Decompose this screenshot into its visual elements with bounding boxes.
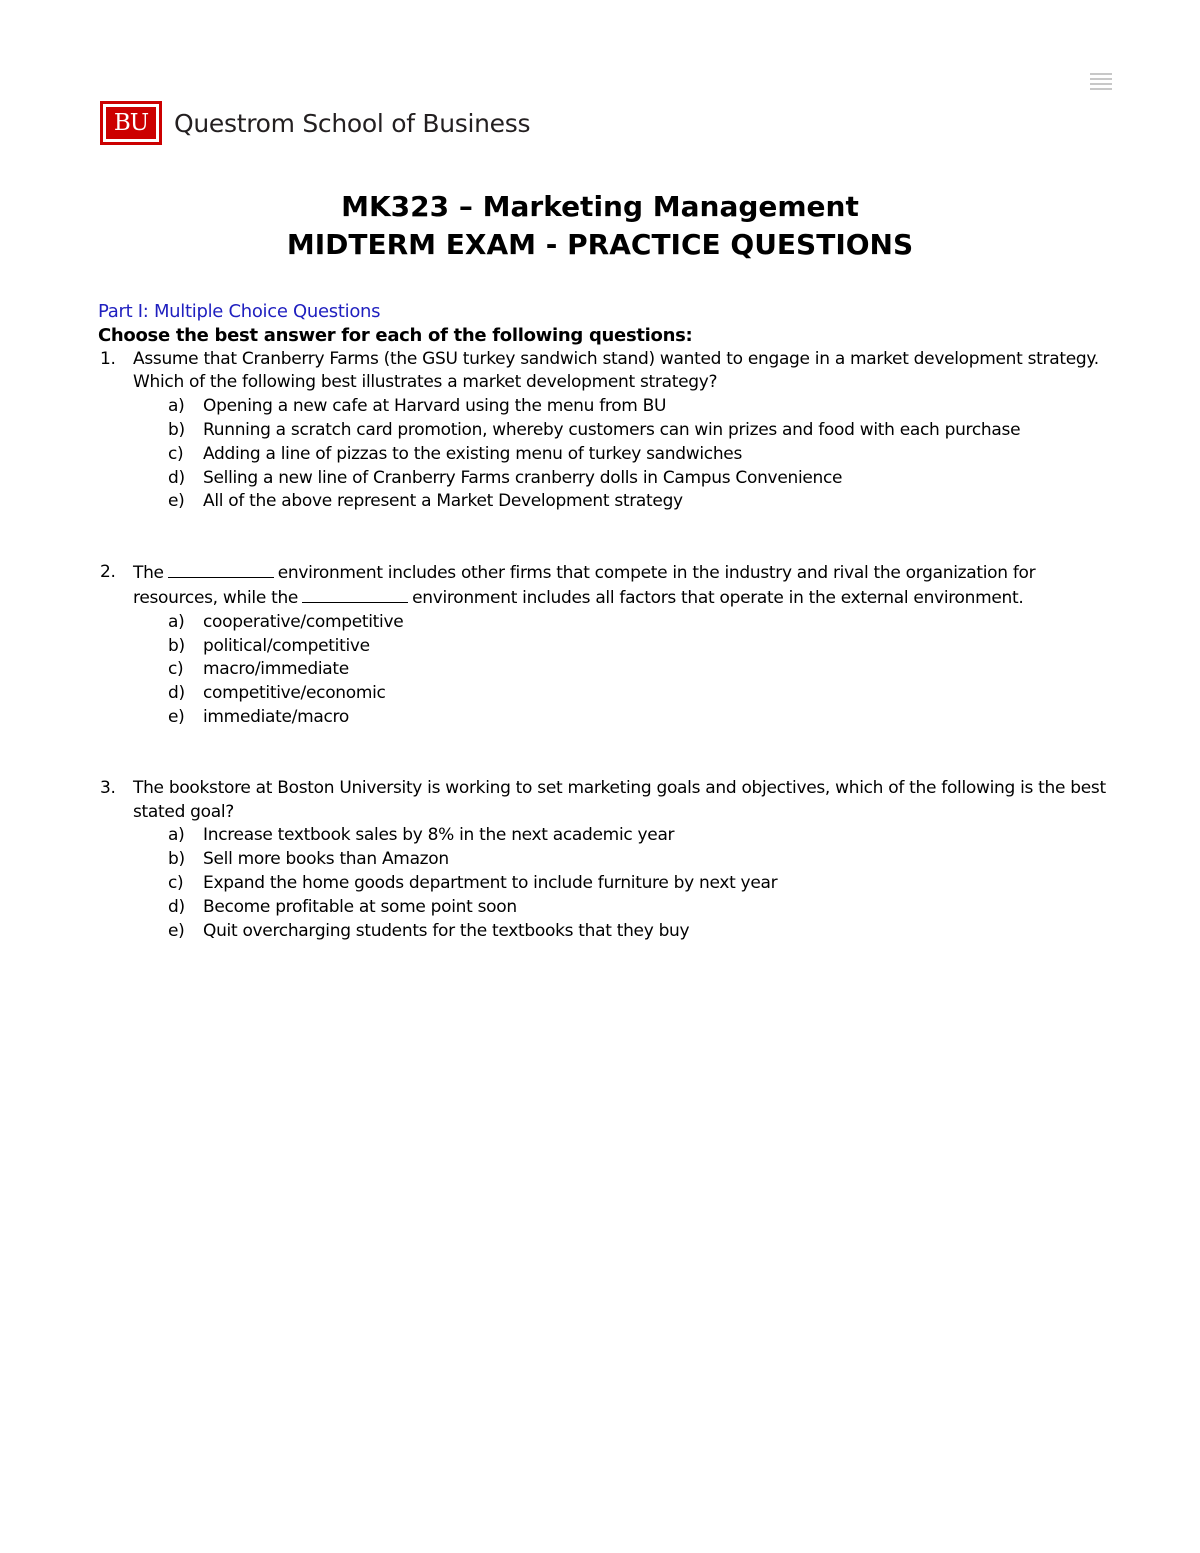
option — [98, 635, 1108, 659]
exam-title: MIDTERM EXAM - PRACTICE QUESTIONS — [286, 228, 914, 261]
exam-content — [98, 300, 1108, 943]
option-letter: e) — [168, 920, 185, 941]
question-2 — [98, 561, 1108, 611]
question-number: 1. — [100, 348, 116, 369]
option — [98, 443, 1108, 467]
question-number: 2. — [100, 562, 116, 583]
spacer — [98, 730, 1108, 777]
exam-title-block — [0, 188, 1200, 264]
option-letter: a) — [168, 396, 185, 417]
option-letter: c) — [168, 872, 184, 893]
option — [98, 824, 1108, 848]
option — [98, 848, 1108, 872]
option-letter: d) — [168, 896, 185, 917]
bu-questrom-logo — [100, 100, 530, 146]
option — [98, 419, 1108, 443]
question-text: The environment includes other firms that compete in the industry and rival the organization for resources, while the environment includes all factors that operate in the external environment. — [133, 563, 1036, 608]
option-text: Selling a new line of Cranberry Farms cranberry dolls in Campus Convenience — [203, 467, 843, 488]
option-letter: b) — [168, 419, 185, 440]
option-text: competitive/economic — [203, 683, 386, 704]
question-text: The bookstore at Boston University is working to set marketing goals and objectives, which of the following is the best stated goal? — [133, 777, 1106, 822]
option — [98, 490, 1108, 514]
option — [98, 682, 1108, 706]
option-text: macro/immediate — [203, 659, 349, 680]
option-letter: b) — [168, 635, 185, 656]
option-text: Adding a line of pizzas to the existing menu of turkey sandwiches — [203, 443, 743, 464]
option — [98, 896, 1108, 920]
option — [98, 706, 1108, 730]
option — [98, 872, 1108, 896]
bu-logo-mark: BU — [100, 101, 162, 145]
option — [98, 467, 1108, 491]
answer-blank — [302, 586, 408, 603]
option-letter: e) — [168, 706, 185, 727]
option-text: Opening a new cafe at Harvard using the menu from BU — [203, 396, 667, 417]
instruction-text: Choose the best answer for each of the following questions: — [98, 324, 693, 346]
option-text: cooperative/competitive — [203, 611, 404, 632]
option-letter: b) — [168, 849, 185, 870]
part-heading: Part I: Multiple Choice Questions — [98, 301, 381, 322]
spacer — [98, 514, 1108, 561]
option — [98, 611, 1108, 635]
option-text: Sell more books than Amazon — [203, 849, 449, 870]
question-2-options — [98, 611, 1108, 730]
answer-blank — [168, 561, 274, 578]
option-text: Increase textbook sales by 8% in the next academic year — [203, 825, 675, 846]
option-letter: e) — [168, 491, 185, 512]
option-letter: a) — [168, 825, 185, 846]
option — [98, 395, 1108, 419]
question-1 — [98, 348, 1108, 396]
option-text: political/competitive — [203, 635, 370, 656]
option-text: immediate/macro — [203, 706, 349, 727]
option — [98, 920, 1108, 944]
option-text: Become profitable at some point soon — [203, 896, 517, 917]
school-name: Questrom School of Business — [174, 108, 531, 138]
document-menu-icon — [1090, 73, 1112, 97]
option-letter: d) — [168, 467, 185, 488]
option-text: Expand the home goods department to include furniture by next year — [203, 872, 778, 893]
option-letter: c) — [168, 443, 184, 464]
option-letter: a) — [168, 611, 185, 632]
question-3-options — [98, 824, 1108, 943]
option-text: Quit overcharging students for the textbooks that they buy — [203, 920, 690, 941]
option-letter: d) — [168, 683, 185, 704]
question-text: Assume that Cranberry Farms (the GSU turkey sandwich stand) wanted to engage in a market development strategy. Which of the following best illustrates a market development strategy? — [133, 348, 1099, 393]
question-number: 3. — [100, 777, 116, 798]
option — [98, 658, 1108, 682]
question-1-options — [98, 395, 1108, 514]
option-text: Running a scratch card promotion, whereby customers can win prizes and food with each purchase — [203, 419, 1021, 440]
course-title: MK323 – Marketing Management — [341, 190, 859, 223]
question-3 — [98, 777, 1108, 825]
option-letter: c) — [168, 659, 184, 680]
option-text: All of the above represent a Market Development strategy — [203, 491, 683, 512]
